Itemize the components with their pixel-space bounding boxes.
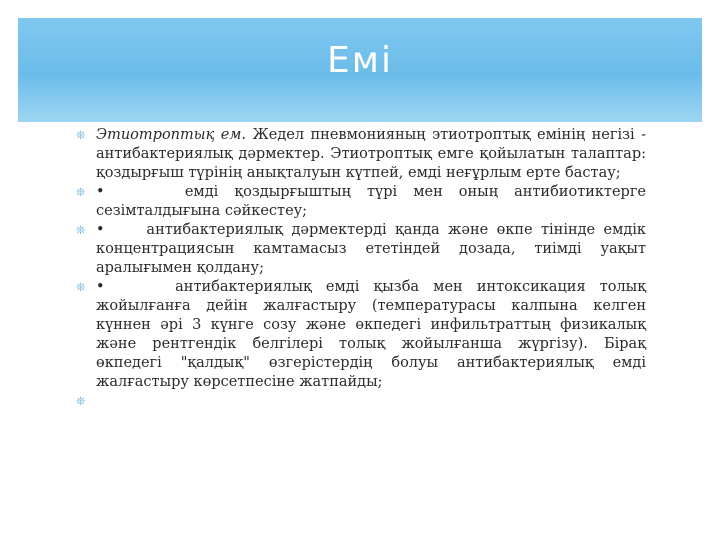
bullet-icon: ❊ — [76, 281, 86, 294]
item-text: • емді қоздырғыштың түрі мен оның антибиотиктерге сезімталдығына сәйкестеу; — [96, 184, 646, 219]
bullet-icon: ❊ — [76, 395, 86, 408]
page-title: Емі — [327, 40, 393, 81]
list-item — [76, 221, 646, 278]
list-item — [76, 126, 646, 183]
list-item — [76, 278, 646, 392]
bullet-icon: ❊ — [76, 129, 86, 142]
item-text: Жедел пневмонияның этиотроптық емінің негізі - антибактериялық дәрмектер. Этиотроптық емге қойылатын талаптар: қоздырғыш түрінің анықталуын күтпей, емді неғұрлым ерте бастау; — [96, 127, 646, 181]
item-italic-lead: Этиотроптық ем. — [96, 127, 247, 143]
list-item-empty — [76, 392, 646, 411]
bullet-icon: ❊ — [76, 186, 86, 199]
bullet-icon: ❊ — [76, 224, 86, 237]
item-text: • антибактериялық емді қызба мен интоксикация толық жойылғанға дейін жалғастыру (температурасы калпына келген күннен әрі 3 күнге созу және өкпедегі инфильтраттың физикалық және рентгендік белгілері толық жойылғанша жүргізу). Бірақ өкпедегі "қалдық" өзгерістердің болуы антибактериялық емді жалғастыру көрсетпесіне жатпайды; — [96, 279, 646, 390]
list-item — [76, 183, 646, 221]
item-text: • антибактериялық дәрмектерді қанда және өкпе тінінде емдік концентрациясын камтамасыз ететіндей дозада, тиімді уақыт аралығымен қолдану; — [96, 222, 646, 276]
bullet-list — [76, 126, 646, 411]
